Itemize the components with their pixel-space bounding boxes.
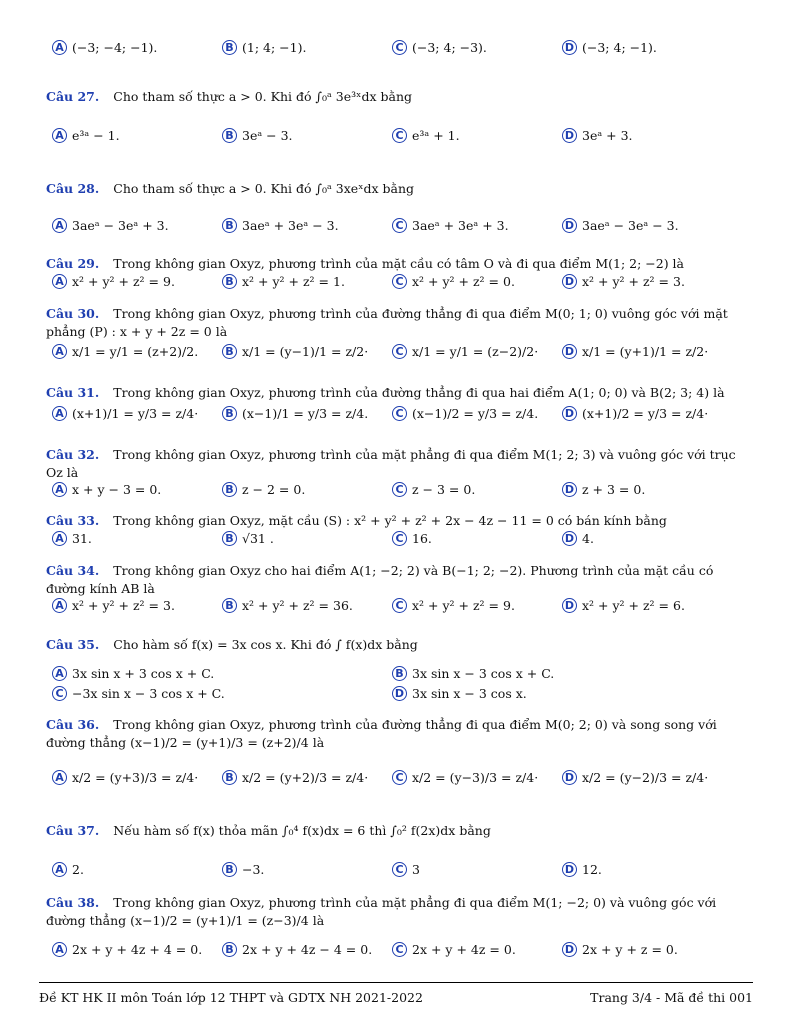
option-letter: C — [392, 40, 407, 55]
option-b[interactable] — [222, 482, 305, 497]
option-b[interactable] — [222, 598, 353, 613]
option-text: √31 . — [242, 531, 274, 546]
option-letter: C — [392, 218, 407, 233]
option-text: 3 — [412, 862, 420, 877]
option-letter: C — [52, 686, 67, 701]
option-d[interactable] — [562, 770, 708, 785]
option-letter: B — [222, 862, 237, 877]
option-text: (x+1)/1 = y/3 = z/4· — [72, 406, 199, 421]
option-c[interactable] — [392, 770, 538, 785]
page-footer — [39, 982, 753, 1005]
option-text: 3x sin x + 3 cos x + C. — [72, 666, 215, 681]
option-c[interactable] — [392, 482, 475, 497]
option-letter: A — [52, 406, 67, 421]
option-letter: B — [222, 218, 237, 233]
question-text: Trong không gian Oxyz, phương trình của mặt phẳng đi qua điểm M(1; −2; 0) và vuông góc với đường thẳng (x−1)/2 = (y+1)/1 = (z−3)/4 là — [46, 895, 717, 928]
option-text: 12. — [582, 862, 602, 877]
option-a[interactable] — [52, 770, 198, 785]
option-letter: A — [52, 666, 67, 681]
answer-options — [52, 598, 752, 620]
option-text: x/2 = (y+2)/3 = z/4· — [242, 770, 369, 785]
option-letter: A — [52, 274, 67, 289]
question-stem — [46, 255, 752, 273]
option-a[interactable] — [52, 274, 175, 289]
option-b[interactable] — [222, 862, 264, 877]
question-38 — [46, 894, 752, 930]
question-stem — [46, 562, 752, 598]
option-letter: C — [392, 531, 407, 546]
question-stem — [46, 822, 752, 840]
option-letter: A — [52, 128, 67, 143]
option-text: x² + y² + z² = 9. — [72, 274, 175, 289]
option-letter: B — [222, 274, 237, 289]
option-letter: B — [222, 128, 237, 143]
option-letter: D — [562, 40, 577, 55]
question-stem — [46, 305, 752, 341]
option-text: (x−1)/2 = y/3 = z/4. — [412, 406, 539, 421]
option-letter: A — [52, 531, 67, 546]
option-text: (−3; 4; −1). — [582, 40, 657, 55]
option-c[interactable] — [392, 274, 515, 289]
option-letter: D — [562, 942, 577, 957]
question-37 — [46, 822, 752, 840]
option-text: 4. — [582, 531, 594, 546]
option-letter: A — [52, 942, 67, 957]
option-text: (x−1)/1 = y/3 = z/4. — [242, 406, 369, 421]
option-text: 2x + y + 4z = 0. — [412, 942, 516, 957]
option-c[interactable] — [392, 218, 509, 233]
option-a[interactable] — [52, 942, 202, 957]
question-stem — [46, 384, 752, 402]
question-34 — [46, 562, 752, 598]
option-text: e³ᵃ − 1. — [72, 128, 120, 143]
question-text: Trong không gian Oxyz, phương trình của đường thẳng đi qua hai điểm A(1; 0; 0) và B(2; 3; 4) là — [113, 385, 725, 400]
question-32 — [46, 446, 752, 482]
question-stem — [46, 512, 752, 530]
question-label: Câu 38. — [46, 895, 100, 910]
option-text: (x+1)/2 = y/3 = z/4· — [582, 406, 709, 421]
q26-option-d[interactable] — [562, 40, 657, 55]
option-letter: B — [222, 344, 237, 359]
q26-option-b[interactable] — [222, 40, 306, 55]
answer-options — [52, 862, 752, 884]
option-letter: D — [562, 482, 577, 497]
question-35 — [46, 636, 752, 654]
option-a[interactable] — [52, 218, 169, 233]
option-text: 3eᵃ − 3. — [242, 128, 293, 143]
option-text: x + y − 3 = 0. — [72, 482, 162, 497]
option-d[interactable] — [562, 598, 685, 613]
option-letter: D — [562, 218, 577, 233]
option-text: x/2 = (y+3)/3 = z/4· — [72, 770, 199, 785]
answer-options — [52, 274, 752, 296]
answer-options — [52, 531, 752, 553]
option-a[interactable] — [52, 406, 198, 421]
option-text: x/1 = (y+1)/1 = z/2· — [582, 344, 709, 359]
answer-options — [52, 482, 752, 504]
question-stem — [46, 716, 752, 752]
question-label: Câu 31. — [46, 385, 100, 400]
option-d[interactable] — [562, 128, 633, 143]
question-label: Câu 28. — [46, 181, 100, 196]
option-b[interactable] — [222, 406, 368, 421]
question-text: Trong không gian Oxyz cho hai điểm A(1; −2; 2) và B(−1; 2; −2). Phương trình của mặt cầu có đường kính AB là — [46, 563, 714, 596]
option-text: x² + y² + z² = 0. — [412, 274, 515, 289]
option-a[interactable] — [52, 344, 198, 359]
question-31 — [46, 384, 752, 402]
question-stem — [46, 636, 752, 654]
option-c[interactable] — [392, 598, 515, 613]
option-letter: C — [392, 274, 407, 289]
question-text: Cho tham số thực a > 0. Khi đó ∫₀ᵃ 3xeˣdx bằng — [113, 181, 415, 196]
option-letter: B — [222, 531, 237, 546]
option-letter: C — [392, 598, 407, 613]
question-36 — [46, 716, 752, 752]
option-text: z − 2 = 0. — [242, 482, 306, 497]
q26-options — [52, 40, 752, 62]
option-text: x/1 = y/1 = (z−2)/2· — [412, 344, 539, 359]
option-d[interactable] — [562, 942, 678, 957]
question-29 — [46, 255, 752, 273]
question-30 — [46, 305, 752, 341]
option-b[interactable] — [392, 666, 554, 681]
option-d[interactable] — [562, 482, 645, 497]
option-d[interactable] — [562, 218, 679, 233]
question-label: Câu 32. — [46, 447, 100, 462]
question-text: Trong không gian Oxyz, phương trình của đường thẳng đi qua điểm M(0; 1; 0) vuông góc với mặt phẳng (P) : x + y + 2z = 0 là — [46, 306, 728, 339]
option-c[interactable] — [52, 686, 225, 701]
option-letter: D — [562, 344, 577, 359]
option-text: (−3; 4; −3). — [412, 40, 487, 55]
q26-option-a[interactable] — [52, 40, 157, 55]
option-text: x² + y² + z² = 1. — [242, 274, 345, 289]
option-letter: B — [222, 770, 237, 785]
option-letter: A — [52, 482, 67, 497]
option-letter: D — [392, 686, 407, 701]
question-text: Nếu hàm số f(x) thỏa mãn ∫₀⁴ f(x)dx = 6 thì ∫₀² f(2x)dx bằng — [113, 823, 491, 838]
option-letter: C — [392, 862, 407, 877]
option-letter: D — [562, 770, 577, 785]
option-text: x² + y² + z² = 6. — [582, 598, 685, 613]
option-letter: C — [392, 942, 407, 957]
option-text: 3x sin x − 3 cos x + C. — [412, 666, 555, 681]
option-text: 2x + y + z = 0. — [582, 942, 678, 957]
option-d[interactable] — [562, 406, 708, 421]
option-a[interactable] — [52, 128, 120, 143]
question-33 — [46, 512, 752, 530]
option-letter: A — [52, 862, 67, 877]
option-letter: D — [562, 531, 577, 546]
question-stem — [46, 180, 752, 198]
option-letter: D — [562, 128, 577, 143]
option-a[interactable] — [52, 666, 214, 681]
question-text: Cho tham số thực a > 0. Khi đó ∫₀ᵃ 3e³ˣdx bằng — [113, 89, 412, 104]
option-text: e³ᵃ + 1. — [412, 128, 460, 143]
option-letter: A — [52, 598, 67, 613]
answer-options — [52, 344, 752, 366]
question-stem — [46, 446, 752, 482]
question-stem — [46, 894, 752, 930]
question-text: Trong không gian Oxyz, mặt cầu (S) : x² + y² + z² + 2x − 4z − 11 = 0 có bán kính bằng — [113, 513, 667, 528]
option-letter: A — [52, 770, 67, 785]
answer-options — [52, 942, 752, 964]
question-label: Câu 35. — [46, 637, 100, 652]
option-text: z − 3 = 0. — [412, 482, 476, 497]
footer-exam-title: Đề KT HK II môn Toán lớp 12 THPT và GDTX NH 2021-2022 — [39, 990, 423, 1005]
option-d[interactable] — [562, 344, 708, 359]
option-c[interactable] — [392, 128, 460, 143]
option-letter: C — [392, 128, 407, 143]
option-text: (−3; −4; −1). — [72, 40, 158, 55]
option-letter: C — [392, 482, 407, 497]
answer-options — [52, 770, 752, 792]
option-a[interactable] — [52, 862, 84, 877]
option-text: 2x + y + 4z − 4 = 0. — [242, 942, 373, 957]
option-text: x² + y² + z² = 36. — [242, 598, 353, 613]
option-b[interactable] — [222, 344, 368, 359]
option-text: x/1 = y/1 = (z+2)/2. — [72, 344, 199, 359]
option-letter: D — [562, 598, 577, 613]
option-b[interactable] — [222, 531, 274, 546]
option-text: 3aeᵃ + 3eᵃ − 3. — [242, 218, 339, 233]
answer-options — [52, 128, 752, 150]
option-text: x² + y² + z² = 3. — [582, 274, 685, 289]
option-a[interactable] — [52, 482, 161, 497]
option-text: x/2 = (y−2)/3 = z/4· — [582, 770, 709, 785]
option-text: 2. — [72, 862, 84, 877]
option-b[interactable] — [222, 770, 368, 785]
option-letter: D — [562, 406, 577, 421]
option-text: 16. — [412, 531, 432, 546]
option-b[interactable] — [222, 942, 372, 957]
question-27 — [46, 88, 752, 106]
option-letter: D — [562, 862, 577, 877]
option-c[interactable] — [392, 862, 420, 877]
option-text: 3aeᵃ − 3eᵃ + 3. — [72, 218, 169, 233]
option-letter: A — [52, 218, 67, 233]
question-label: Câu 33. — [46, 513, 100, 528]
option-letter: A — [52, 40, 67, 55]
option-text: x² + y² + z² = 3. — [72, 598, 175, 613]
option-text: 3eᵃ + 3. — [582, 128, 633, 143]
question-text: Trong không gian Oxyz, phương trình của mặt cầu có tâm O và đi qua điểm M(1; 2; −2) là — [113, 256, 685, 271]
option-text: −3. — [242, 862, 265, 877]
q26-option-c[interactable] — [392, 40, 487, 55]
answer-options — [52, 406, 752, 428]
option-b[interactable] — [222, 218, 339, 233]
option-c[interactable] — [392, 942, 516, 957]
option-letter: B — [222, 40, 237, 55]
question-label: Câu 34. — [46, 563, 100, 578]
option-a[interactable] — [52, 598, 175, 613]
option-text: x² + y² + z² = 9. — [412, 598, 515, 613]
option-d[interactable] — [562, 274, 685, 289]
option-text: 3x sin x − 3 cos x. — [412, 686, 527, 701]
option-b[interactable] — [222, 274, 345, 289]
option-text: x/1 = (y−1)/1 = z/2· — [242, 344, 369, 359]
option-letter: C — [392, 770, 407, 785]
question-label: Câu 37. — [46, 823, 100, 838]
option-c[interactable] — [392, 531, 432, 546]
footer-page-number: Trang 3/4 - Mã đề thi 001 — [590, 990, 753, 1005]
option-d[interactable] — [562, 531, 594, 546]
question-label: Câu 36. — [46, 717, 100, 732]
question-label: Câu 27. — [46, 89, 100, 104]
option-letter: B — [222, 406, 237, 421]
question-text: Trong không gian Oxyz, phương trình của đường thẳng đi qua điểm M(0; 2; 0) và song song với đường thẳng (x−1)/2 = (y+1)/3 = (z+2)/4 là — [46, 717, 717, 750]
question-text: Trong không gian Oxyz, phương trình của mặt phẳng đi qua điểm M(1; 2; 3) và vuông góc với trục Oz là — [46, 447, 736, 480]
option-text: x/2 = (y−3)/3 = z/4· — [412, 770, 539, 785]
question-stem — [46, 88, 752, 106]
option-letter: C — [392, 406, 407, 421]
option-c[interactable] — [392, 344, 538, 359]
question-label: Câu 29. — [46, 256, 100, 271]
option-letter: C — [392, 344, 407, 359]
option-text: 3aeᵃ + 3eᵃ + 3. — [412, 218, 509, 233]
option-letter: B — [392, 666, 407, 681]
option-letter: B — [222, 942, 237, 957]
option-letter: A — [52, 344, 67, 359]
option-c[interactable] — [392, 406, 538, 421]
option-text: 3aeᵃ − 3eᵃ − 3. — [582, 218, 679, 233]
option-a[interactable] — [52, 531, 92, 546]
question-label: Câu 30. — [46, 306, 100, 321]
option-d[interactable] — [392, 686, 527, 701]
option-letter: D — [562, 274, 577, 289]
option-text: 2x + y + 4z + 4 = 0. — [72, 942, 203, 957]
answer-options — [52, 666, 752, 701]
option-d[interactable] — [562, 862, 602, 877]
option-letter: B — [222, 598, 237, 613]
option-text: −3x sin x − 3 cos x + C. — [72, 686, 225, 701]
option-text: z + 3 = 0. — [582, 482, 646, 497]
option-letter: B — [222, 482, 237, 497]
option-text: 31. — [72, 531, 92, 546]
question-text: Cho hàm số f(x) = 3x cos x. Khi đó ∫ f(x)dx bằng — [113, 637, 418, 652]
option-b[interactable] — [222, 128, 293, 143]
answer-options — [52, 218, 752, 240]
option-text: (1; 4; −1). — [242, 40, 307, 55]
question-28 — [46, 180, 752, 198]
